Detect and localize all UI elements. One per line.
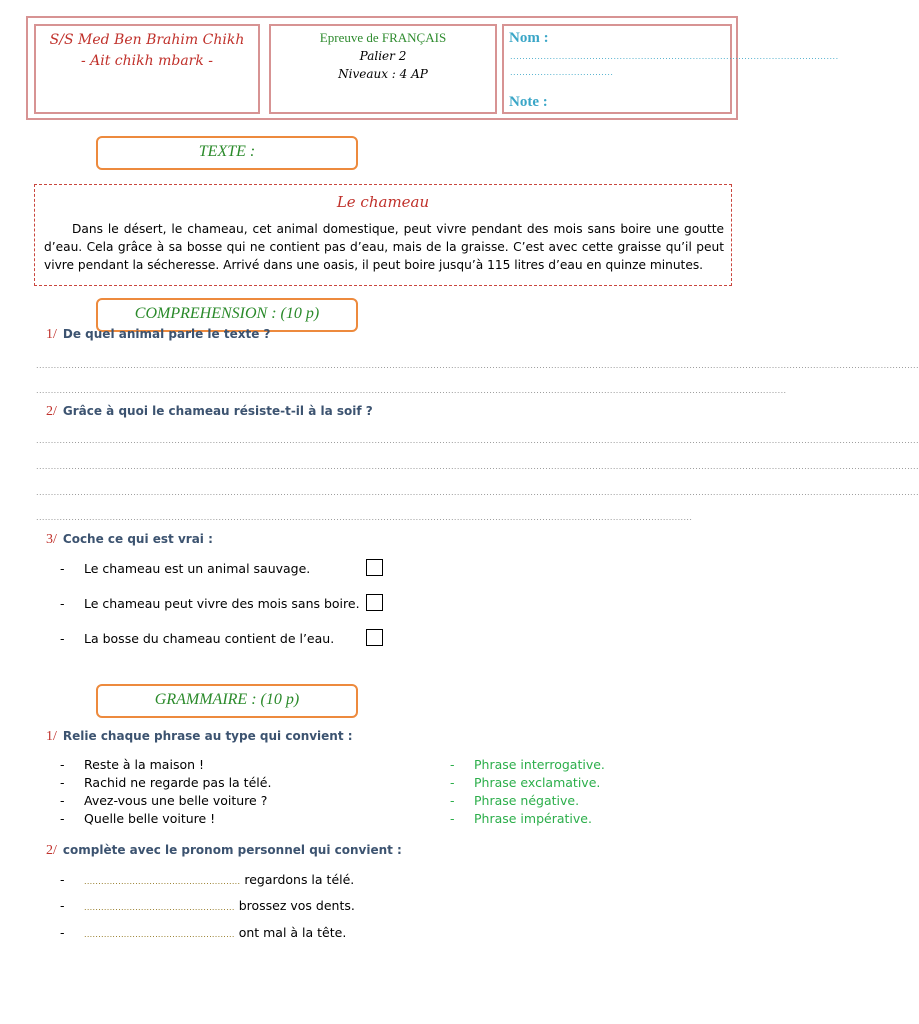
fill-blank-item: - ..................................................... ont mal à la tête. (60, 925, 347, 940)
nom-blank-line-2[interactable]: .................................. (510, 68, 614, 77)
phrase-type-item[interactable]: - Phrase exclamative. (450, 775, 601, 790)
true-false-item: - La bosse du chameau contient de l’eau. (60, 631, 335, 646)
answer-line[interactable]: ............................................................................................................................................................................................................................................................................................................ (36, 361, 919, 370)
comprehension-question-2 (46, 404, 373, 420)
question-number: 2/ (46, 404, 57, 419)
question-text: De quel animal parle le texte ? (62, 327, 271, 341)
school-location: - Ait chikh mbark - (80, 53, 214, 69)
true-false-item: - Le chameau est un animal sauvage. (60, 561, 311, 576)
answer-line[interactable]: ............................................................................................................................................................................................................................................................... (36, 386, 787, 395)
grammaire-question-1 (46, 729, 353, 745)
nom-label: Nom : (509, 30, 549, 46)
school-name: S/S Med Ben Brahim Chikh (49, 32, 245, 48)
question-number: 2/ (46, 843, 57, 858)
phrase-type-item[interactable]: - Phrase interrogative. (450, 757, 605, 772)
student-box (502, 24, 839, 114)
phrase-item[interactable]: - Avez-vous une belle voiture ? (60, 793, 268, 808)
blank-field[interactable]: ..................................................... (84, 930, 235, 939)
fill-blank-item: - ..................................................... brossez vos dents. (60, 898, 355, 913)
grammaire-heading: GRAMMAIRE : (10 p) (96, 684, 358, 718)
checkbox[interactable] (366, 594, 383, 611)
question-text: Relie chaque phrase au type qui convient : (62, 729, 353, 743)
phrase-type-item[interactable]: - Phrase négative. (450, 793, 580, 808)
blank-field[interactable]: ....................................................... (84, 877, 241, 886)
exam-title: Epreuve de FRANÇAIS (319, 30, 447, 45)
comprehension-heading: COMPREHENSION : (10 p) (96, 298, 358, 332)
comprehension-question-1 (46, 327, 270, 343)
answer-line[interactable]: ............................................................................................................................................................................................................................................................................................................ (36, 462, 919, 471)
true-false-item: - Le chameau peut vivre des mois sans boire. (60, 596, 360, 611)
texte-heading: TEXTE : (96, 136, 358, 170)
text-title: Le chameau (336, 193, 430, 211)
question-text: complète avec le pronom personnel qui convient : (62, 843, 402, 857)
exam-box (269, 24, 497, 114)
question-number: 3/ (46, 532, 57, 547)
school-box (34, 24, 260, 114)
text-body-content: Dans le désert, le chameau, cet animal domestique, peut vivre pendant des mois sans boire une goutte d’eau. Cela grâce à sa bosse qui ne contient pas d’eau, mais de la graisse. C’est avec cette graisse qu’il peut vivre pendant la sécheresse. Arrivé dans une oasis, il peut boire jusqu’à 115 litres d’eau en quinze minutes. (44, 222, 724, 272)
checkbox[interactable] (366, 559, 383, 576)
checkbox[interactable] (366, 629, 383, 646)
fill-blank-item: - ....................................................... regardons la télé. (60, 872, 355, 887)
phrase-type-item[interactable]: - Phrase impérative. (450, 811, 592, 826)
question-number: 1/ (46, 729, 57, 744)
exam-palier: Palier 2 (359, 49, 407, 63)
question-text: Coche ce qui est vrai : (62, 532, 213, 546)
question-text: Grâce à quoi le chameau résiste-t-il à la soif ? (62, 404, 373, 418)
question-number: 1/ (46, 327, 57, 342)
answer-line[interactable]: ............................................................................................................................................................................................................................................................................................................ (36, 436, 919, 445)
phrase-item[interactable]: - Reste à la maison ! (60, 757, 205, 772)
exam-level: Niveaux : 4 AP (338, 67, 428, 81)
grammaire-question-2 (46, 843, 402, 859)
nom-blank-line[interactable]: ............................................................................................................ (510, 52, 839, 61)
answer-line[interactable]: ............................................................................................................................................................................................................................... (36, 513, 693, 522)
note-label: Note : (509, 94, 548, 110)
answer-line[interactable]: ............................................................................................................................................................................................................................................................................................................ (36, 488, 919, 497)
blank-field[interactable]: ..................................................... (84, 903, 235, 912)
comprehension-question-3 (46, 532, 213, 548)
text-body (44, 220, 724, 274)
phrase-item[interactable]: - Quelle belle voiture ! (60, 811, 216, 826)
phrase-item[interactable]: - Rachid ne regarde pas la télé. (60, 775, 272, 790)
